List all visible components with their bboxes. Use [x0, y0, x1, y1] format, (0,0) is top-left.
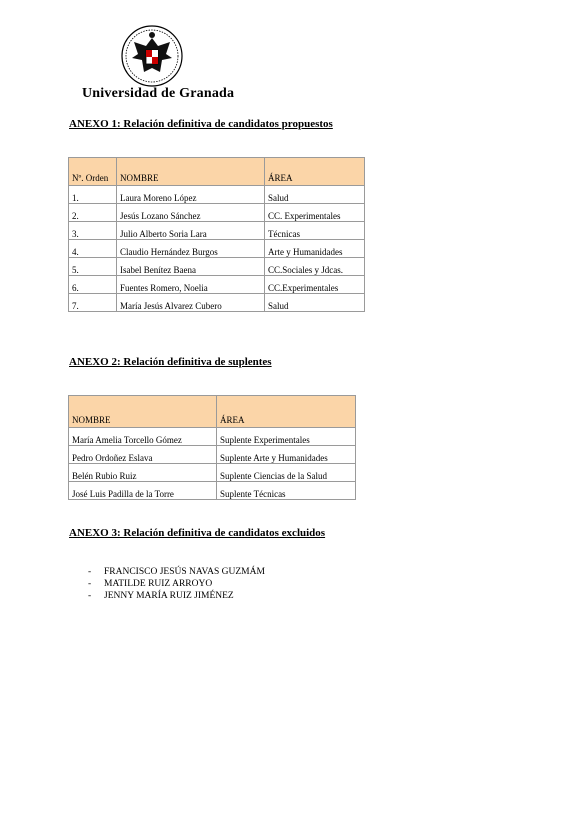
- table-header-row: [69, 158, 365, 186]
- cell-area: Suplente Experimentales: [217, 428, 356, 446]
- cell-name: José Luis Padilla de la Torre: [69, 482, 217, 500]
- cell-order: 4.: [69, 240, 117, 258]
- cell-order: 7.: [69, 294, 117, 312]
- cell-name: Jesús Lozano Sánchez: [117, 204, 265, 222]
- cell-name: María Jesús Alvarez Cubero: [117, 294, 265, 312]
- cell-name: Laura Moreno López: [117, 186, 265, 204]
- cell-name: Pedro Ordoñez Eslava: [69, 446, 217, 464]
- cell-order: 1.: [69, 186, 117, 204]
- table-row: [69, 276, 365, 294]
- header-area: ÁREA: [265, 158, 365, 186]
- table-row: [69, 294, 365, 312]
- cell-name: Fuentes Romero, Noelia: [117, 276, 265, 294]
- cell-area: CC.Experimentales: [265, 276, 365, 294]
- table-row: [69, 446, 356, 464]
- table-header-row: [69, 396, 356, 428]
- excluded-list: [88, 566, 265, 602]
- annex2-title: ANEXO 2: Relación definitiva de suplentes: [69, 356, 272, 368]
- university-coat-of-arms-icon: [120, 24, 184, 88]
- cell-order: 6.: [69, 276, 117, 294]
- cell-area: Suplente Arte y Humanidades: [217, 446, 356, 464]
- cell-order: 5.: [69, 258, 117, 276]
- table-row: [69, 240, 365, 258]
- cell-name: Claudio Hernández Burgos: [117, 240, 265, 258]
- cell-area: Salud: [265, 294, 365, 312]
- cell-name: Julio Alberto Soria Lara: [117, 222, 265, 240]
- table-row: [69, 258, 365, 276]
- cell-name: Isabel Benítez Baena: [117, 258, 265, 276]
- table-row: [69, 464, 356, 482]
- cell-area: Suplente Técnicas: [217, 482, 356, 500]
- table-row: [69, 482, 356, 500]
- cell-area: Arte y Humanidades: [265, 240, 365, 258]
- cell-name: María Amelia Torcello Gómez: [69, 428, 217, 446]
- cell-area: Técnicas: [265, 222, 365, 240]
- annex3-title: ANEXO 3: Relación definitiva de candidatos excluidos: [69, 527, 326, 539]
- substitutes-table: [68, 395, 356, 500]
- candidates-table: [68, 157, 365, 312]
- table-row: [69, 186, 365, 204]
- list-item: - MATILDE RUIZ ARROYO: [88, 578, 265, 590]
- table-row: [69, 204, 365, 222]
- cell-name: Belén Rubio Ruiz: [69, 464, 217, 482]
- cell-area: Salud: [265, 186, 365, 204]
- cell-area: CC. Experimentales: [265, 204, 365, 222]
- annex1-title: ANEXO 1: Relación definitiva de candidatos propuestos: [69, 118, 333, 130]
- list-item: - JENNY MARÍA RUIZ JIMÉNEZ: [88, 590, 265, 602]
- cell-area: CC.Sociales y Jdcas.: [265, 258, 365, 276]
- table-row: [69, 222, 365, 240]
- header-area: ÁREA: [217, 396, 356, 428]
- list-item: - FRANCISCO JESÚS NAVAS GUZMÁM: [88, 566, 265, 578]
- header-name: NOMBRE: [117, 158, 265, 186]
- cell-order: 2.: [69, 204, 117, 222]
- table-row: [69, 428, 356, 446]
- cell-order: 3.: [69, 222, 117, 240]
- cell-area: Suplente Ciencias de la Salud: [217, 464, 356, 482]
- university-name: Universidad de Granada: [82, 86, 235, 101]
- header-name: NOMBRE: [69, 396, 217, 428]
- header-order: Nº. Orden: [69, 158, 117, 186]
